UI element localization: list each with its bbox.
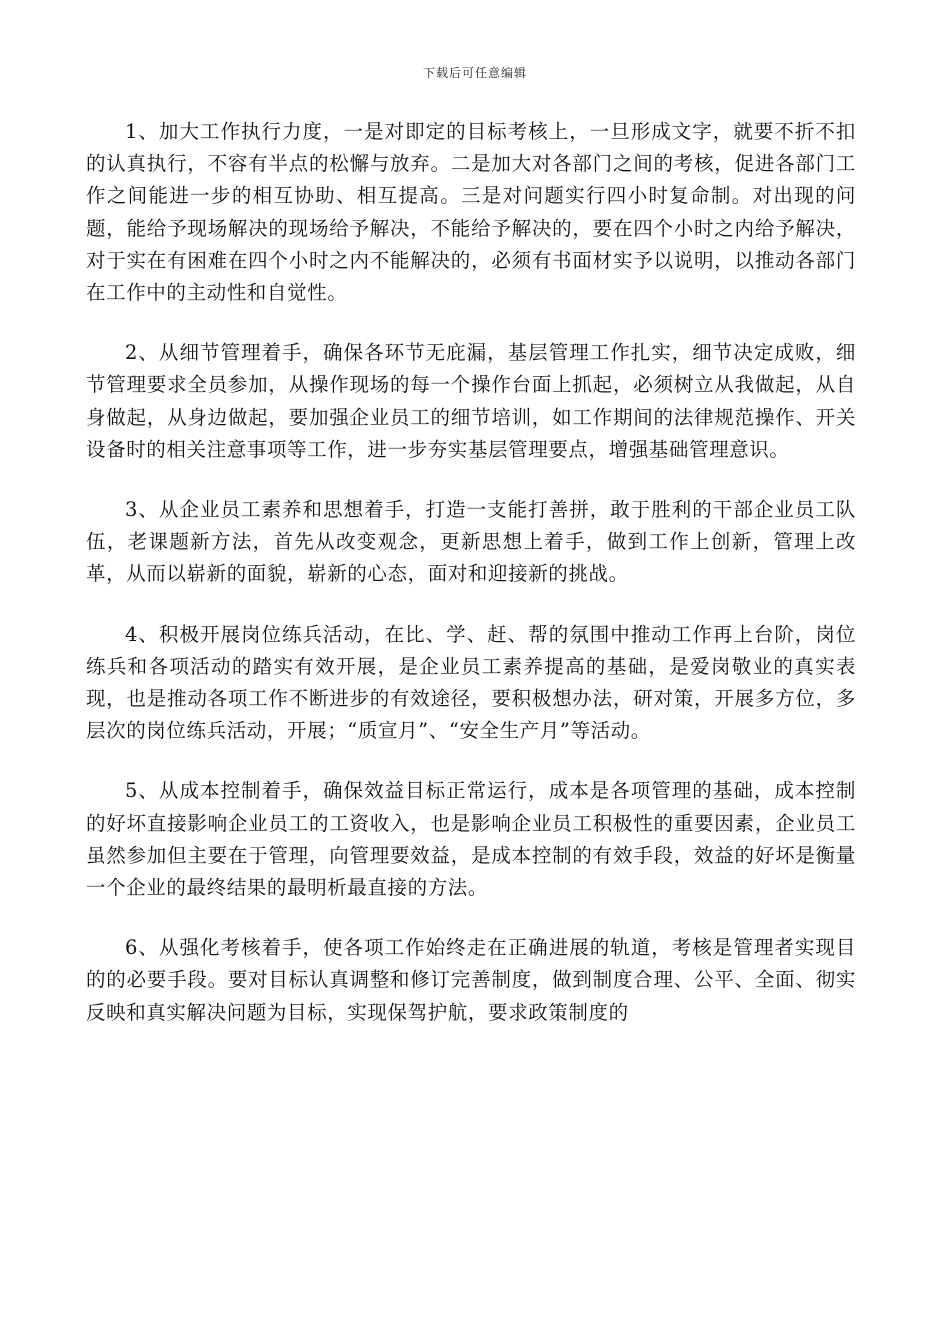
header-note: 下载后可任意编辑 — [422, 66, 527, 80]
paragraph-2: 2、从细节管理着手，确保各环节无庇漏，基层管理工作扎实，细节决定成败，细节管理要求全员参加，从操作现场的每一个操作台面上抓起，必须树立从我做起，从自身做起，从身边做起，要加强企业员工的细节培训，如工作期间的法律规范操作、开关设备时的相关注意事项等工作，进一步夯实基层管理要点，增强基础管理意识。 — [86, 341, 856, 461]
paragraph-1: 1、加大工作执行力度，一是对即定的目标考核上，一旦形成文字，就要不折不扣的认真执行，不容有半点的松懈与放弃。二是加大对各部门之间的考核，促进各部门工作之间能进一步的相互协助、相互提高。三是对问题实行四小时复命制。对出现的问题，能给予现场解决的现场给予解决，不能给予解决的，要在四个小时之内给予解决，对于实在有困难在四个小时之内不能解决的，必须有书面材实予以说明，以推动各部门在工作中的主动性和自觉性。 — [86, 120, 856, 305]
paragraph-3: 3、从企业员工素养和思想着手，打造一支能打善拼，敢于胜利的干部企业员工队伍，老课题新方法，首先从改变观念，更新思想上着手，做到工作上创新，管理上改革，从而以崭新的面貌，崭新的心态，面对和迎接新的挑战。 — [86, 498, 856, 586]
paragraph-6: 6、从强化考核着手，使各项工作始终走在正确进展的轨道，考核是管理者实现目的的必要手段。要对目标认真调整和修订完善制度，做到制度合理、公平、全面、彻实反映和真实解决问题为目标，实现保驾护航，要求政策制度的 — [86, 936, 856, 1024]
paragraph-4: 4、积极开展岗位练兵活动，在比、学、赶、帮的氛围中推动工作再上台阶，岗位练兵和各项活动的踏实有效开展，是企业员工素养提高的基础，是爱岗敬业的真实表现，也是推动各项工作不断进步的有效途径，要积极想办法，研对策，开展多方位，多层次的岗位练兵活动，开展；“质宣月”、“安全生产月”等活动。 — [86, 622, 856, 743]
document-body — [86, 116, 856, 1057]
paragraph-5: 5、从成本控制着手，确保效益目标正常运行，成本是各项管理的基础，成本控制的好坏直接影响企业员工的工资收入，也是影响企业员工积极性的重要因素，企业员工虽然参加但主要在于管理，向管理要效益，是成本控制的有效手段，效益的好坏是衡量一个企业的最终结果的最明析最直接的方法。 — [86, 779, 856, 900]
